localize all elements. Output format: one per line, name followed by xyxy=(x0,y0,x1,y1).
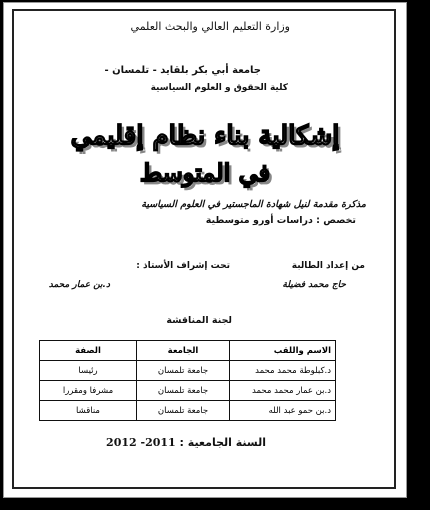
title-line-1: إشكالية بناء نظام إقليمي xyxy=(70,121,340,151)
ministry-header: وزارة التعليم العالي والبحث العلمي xyxy=(130,20,290,33)
header-role: الصفة xyxy=(40,341,137,361)
header-university: الجامعة xyxy=(137,341,230,361)
jury-title: لجنة المناقشة xyxy=(166,315,232,326)
thesis-title xyxy=(54,118,356,190)
table-row xyxy=(40,361,336,381)
table-row xyxy=(40,381,336,401)
jury-member-role: مناقشا xyxy=(40,401,137,421)
jury-member-name: د.بن عمار محمد محمد xyxy=(230,381,336,401)
table-row xyxy=(40,401,336,421)
supervisor-name: د.بن عمار محمد xyxy=(48,280,110,290)
student-name: حاج محمد فضيلة xyxy=(282,280,346,290)
jury-member-university: جامعة تلمسان xyxy=(137,361,230,381)
university-name: جامعة أبي بكر بلقايد - تلمسان - xyxy=(104,65,261,76)
faculty-name: كلية الحقوق و العلوم السياسية xyxy=(150,83,288,93)
jury-member-role: رئيسا xyxy=(40,361,137,381)
jury-member-name: د.كبلوطة محمد محمد xyxy=(230,361,336,381)
document-page xyxy=(3,2,407,498)
supervisor-label: تحت إشراف الأستاذ : xyxy=(136,261,230,271)
header-name: الاسم واللقب xyxy=(230,341,336,361)
title-line-2: في المتوسط xyxy=(139,158,271,187)
specialty: تخصص : دراسات أورو متوسطية xyxy=(205,215,356,226)
academic-year xyxy=(106,436,266,449)
jury-table xyxy=(39,340,336,421)
jury-member-university: جامعة تلمسان xyxy=(137,401,230,421)
academic-year-value: 2011- 2012 xyxy=(106,436,176,449)
prepared-by-label: من إعداد الطالبة xyxy=(291,261,365,271)
memo-description: مذكرة مقدمة لنيل شهادة الماجستير في العلوم السياسية xyxy=(141,199,366,210)
jury-member-name: د.بن حمو عبد الله xyxy=(230,401,336,421)
table-header-row xyxy=(40,341,336,361)
academic-year-label: السنة الجامعية : xyxy=(179,436,266,449)
jury-member-university: جامعة تلمسان xyxy=(137,381,230,401)
jury-member-role: مشرفا ومقررا xyxy=(40,381,137,401)
